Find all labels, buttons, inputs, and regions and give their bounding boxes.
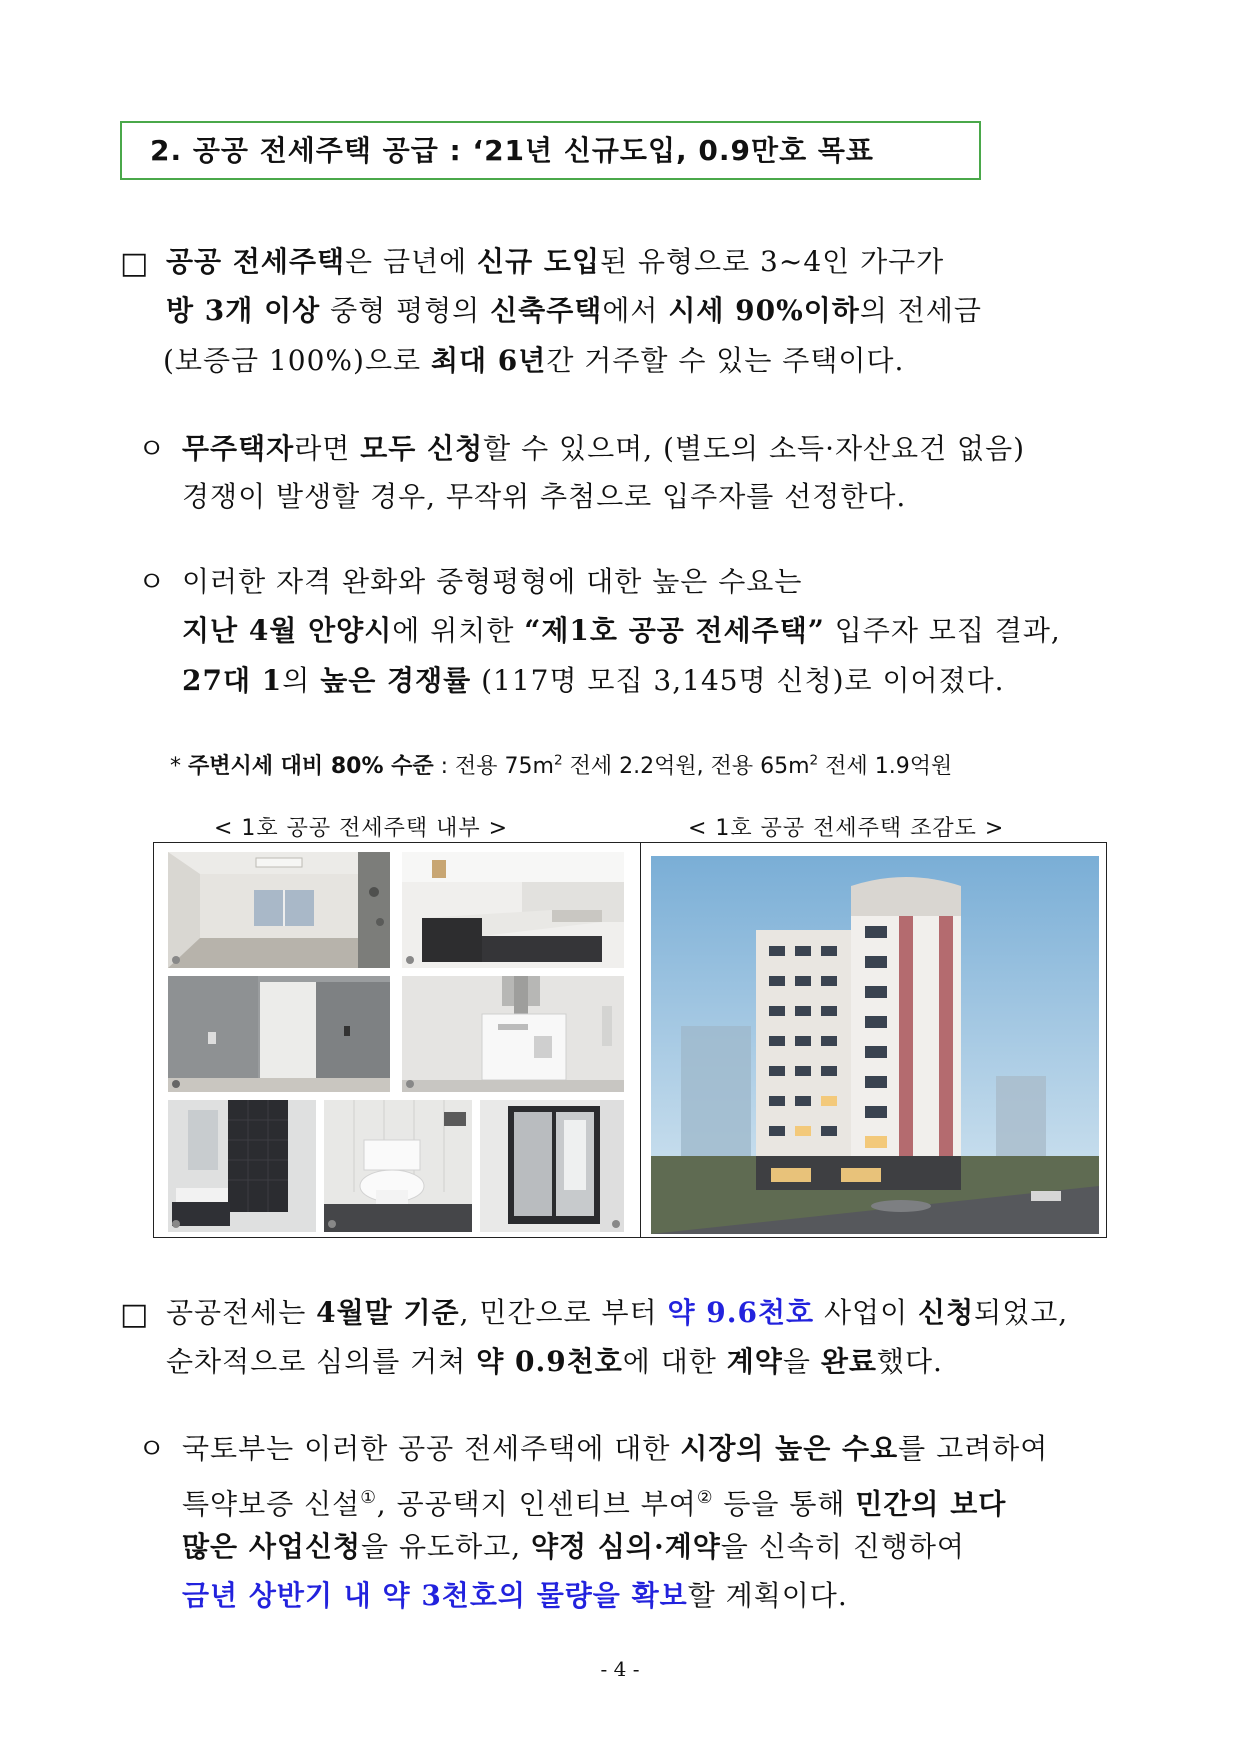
text-run: 국토부는 이러한 공공 전세주택에 대한 xyxy=(182,1432,681,1465)
text-run: 을 xyxy=(782,1345,821,1378)
text-run: : 전용 75m xyxy=(433,754,554,779)
text-run: 신축주택 xyxy=(490,294,603,327)
text-run: 전세 1.9억원 xyxy=(818,754,953,779)
text-run: 모두 신청 xyxy=(360,432,484,465)
text-run: (117명 모집 3,145명 신청)로 이어졌다. xyxy=(471,664,1005,697)
text-run: 은 금년에 xyxy=(345,245,478,278)
text-run: 할 수 있으며, (별도의 소득·자산요건 없음) xyxy=(483,432,1026,465)
text-run: , 민간으로 부터 xyxy=(459,1296,668,1329)
text-run: 라면 xyxy=(294,432,361,465)
text-run: 약 0.9천호 xyxy=(476,1345,623,1378)
text-run: 경쟁이 발생할 경우, 무작위 추첨으로 입주자를 선정한다. xyxy=(182,480,907,513)
text-run: 를 고려하여 xyxy=(898,1432,1049,1465)
text-run: 에 위치한 xyxy=(392,614,525,647)
text-run: 특약보증 신설 xyxy=(182,1487,361,1521)
text-run: 계약 xyxy=(726,1345,783,1378)
text-run: 에서 xyxy=(602,294,669,327)
text-run: 많은 사업신청 xyxy=(182,1530,362,1563)
text-run: 시세 90%이하 xyxy=(668,294,860,327)
building-aerial-rendering xyxy=(651,856,1099,1234)
paragraph-3-line-1 xyxy=(182,565,802,599)
text-run: 지난 4월 안양시 xyxy=(182,614,393,647)
text-run: 방 3개 이상 xyxy=(166,294,321,327)
paragraph-5-line-4 xyxy=(182,1579,848,1613)
text-run: 을 유도하고, xyxy=(361,1530,531,1563)
text-run: 되었고, xyxy=(974,1296,1069,1329)
text-run: 시장의 높은 수요 xyxy=(680,1432,899,1465)
text-run: 공공전세는 xyxy=(166,1296,317,1329)
page-number: - 4 - xyxy=(600,1657,640,1681)
text-run: 이러한 자격 완화와 중형평형에 대한 높은 수요는 xyxy=(182,565,803,598)
text-run: 공공 전세주택 xyxy=(166,245,346,278)
kitchen-photo xyxy=(402,852,624,968)
text-run: 을 신속히 진행하여 xyxy=(720,1530,965,1563)
text-run: “제1호 공공 전세주택” xyxy=(524,614,825,647)
text-run: 입주자 모집 결과, xyxy=(824,614,1061,647)
text-run: 최대 6년 xyxy=(430,344,547,377)
text-run: 27대 1 xyxy=(182,664,283,697)
checkbox-bullet: □ xyxy=(120,1297,149,1332)
text-run: 무주택자 xyxy=(182,432,295,465)
text-run: 민간의 보다 xyxy=(855,1487,1007,1521)
text-run: 전세 2.2억원, 전용 65m xyxy=(562,754,810,779)
caption-interior: < 1호 공공 전세주택 내부 > xyxy=(214,816,509,841)
text-run: 등을 통해 xyxy=(713,1487,856,1521)
paragraph-2-line-2 xyxy=(182,480,906,514)
text-run: 약 9.6천호 xyxy=(667,1296,815,1329)
text-run: (보증금 100%)으로 xyxy=(163,344,431,377)
text-run: 중형 평형의 xyxy=(320,294,491,327)
paragraph-3-line-3 xyxy=(182,664,1005,698)
toilet-photo xyxy=(324,1100,472,1232)
paragraph-3-line-2 xyxy=(182,614,1061,648)
text-run: 2 xyxy=(809,752,819,769)
section-title: 2. 공공 전세주택 공급 : ‘21년 신규도입, 0.9만호 목표 xyxy=(120,121,981,180)
paragraph-1-line-3 xyxy=(163,344,904,378)
footnote xyxy=(170,749,952,780)
text-run: 할 계획이다. xyxy=(687,1579,848,1612)
paragraph-4-line-2 xyxy=(166,1345,943,1379)
text-run: 의 xyxy=(282,664,321,697)
paragraph-5-line-3 xyxy=(182,1530,965,1564)
text-run: ② xyxy=(696,1488,714,1508)
hallway-photo xyxy=(168,976,390,1092)
text-run: 금년 상반기 내 약 3천호의 물량을 확보 xyxy=(182,1579,688,1612)
text-run: ① xyxy=(360,1488,377,1508)
shower-booth-photo xyxy=(480,1100,624,1232)
text-run: 약정 심의·계약 xyxy=(531,1530,721,1563)
circle-bullet: ㅇ xyxy=(138,565,167,598)
boiler-room-photo xyxy=(402,976,624,1092)
text-run: * xyxy=(170,754,188,779)
paragraph-1-line-1 xyxy=(166,245,944,279)
text-run: 주변시세 대비 80% 수준 xyxy=(188,754,434,779)
text-run: 2 xyxy=(553,752,563,769)
checkbox-bullet: □ xyxy=(120,246,149,281)
paragraph-5-line-1 xyxy=(182,1432,1048,1466)
text-run: 신규 도입 xyxy=(477,245,600,278)
bathroom-photo xyxy=(168,1100,316,1232)
paragraph-5-line-2 xyxy=(182,1481,1006,1521)
text-run: 사업이 xyxy=(814,1296,919,1329)
text-run: 했다. xyxy=(876,1345,943,1378)
paragraph-2-line-1 xyxy=(182,432,1025,466)
text-run: 에 대한 xyxy=(622,1345,727,1378)
text-run: 4월말 기준 xyxy=(316,1296,460,1329)
circle-bullet: ㅇ xyxy=(138,1432,167,1465)
paragraph-4-line-1 xyxy=(166,1296,1068,1330)
photo-table-divider xyxy=(640,842,641,1238)
circle-bullet: ㅇ xyxy=(138,432,167,465)
text-run: 된 유형으로 3~4인 가구가 xyxy=(600,245,945,278)
text-run: , 공공택지 인센티브 부여 xyxy=(376,1487,697,1521)
living-room-photo xyxy=(168,852,390,968)
caption-aerial-view: < 1호 공공 전세주택 조감도 > xyxy=(688,816,1005,841)
text-run: 신청 xyxy=(918,1296,975,1329)
text-run: 높은 경쟁률 xyxy=(320,664,472,697)
text-run: 의 전세금 xyxy=(859,294,982,327)
text-run: 순차적으로 심의를 거쳐 xyxy=(166,1345,477,1378)
text-run: 완료 xyxy=(820,1345,877,1378)
text-run: 간 거주할 수 있는 주택이다. xyxy=(546,344,905,377)
paragraph-1-line-2 xyxy=(166,294,982,328)
